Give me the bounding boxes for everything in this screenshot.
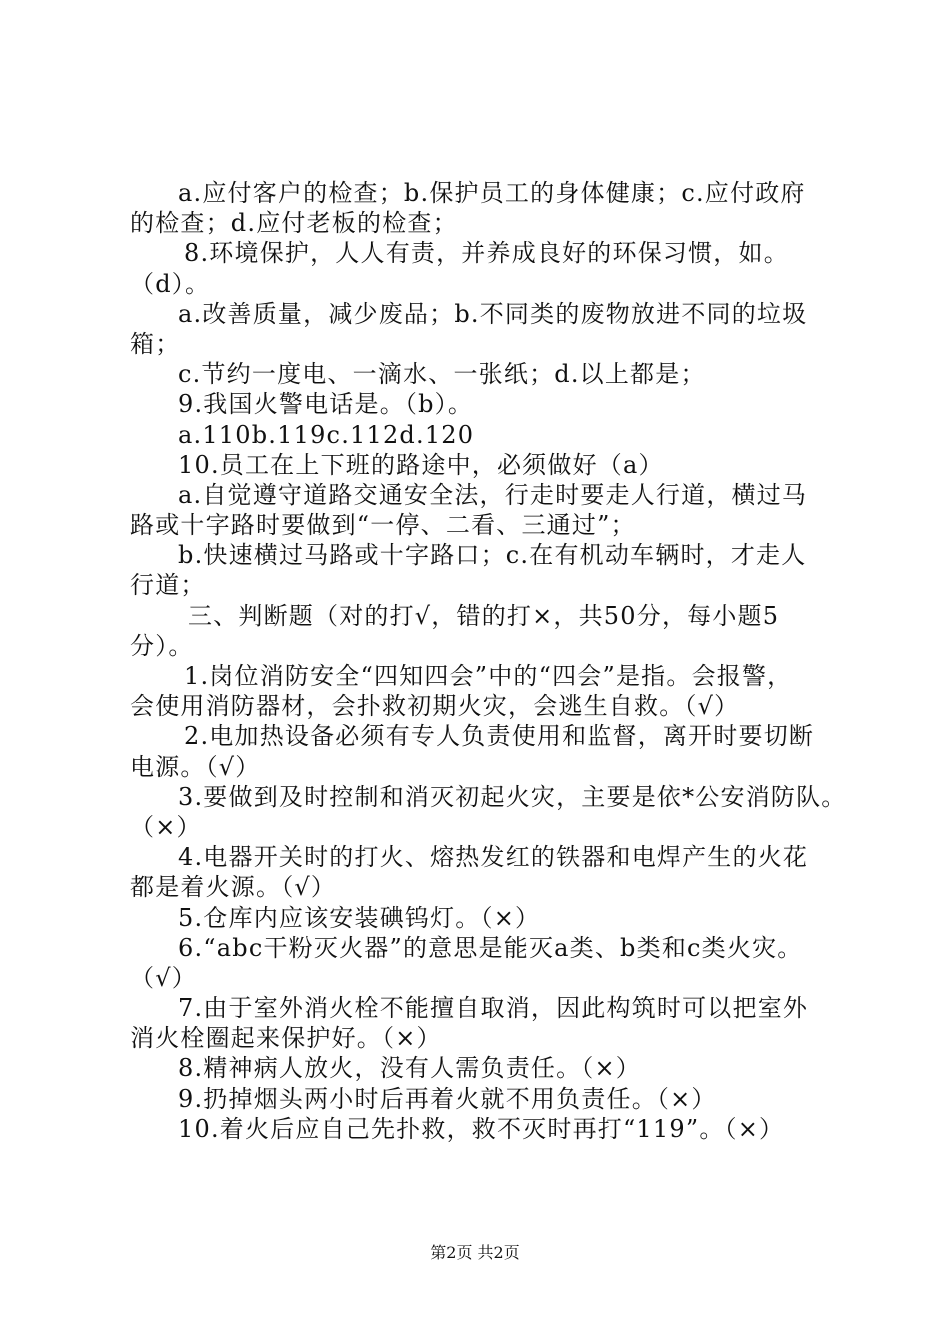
text-line: a.自觉遵守道路交通安全法，行走时要走人行道，横过马: [178, 480, 808, 509]
text-line: 2.电加热设备必须有专人负责使用和监督，离开时要切断: [184, 722, 815, 751]
text-line: 会使用消防器材，会扑救初期火灾，会逃生自救。（√）: [130, 692, 740, 721]
text-line: 都是着火源。（√）: [130, 873, 337, 902]
text-line: 3.要做到及时控制和消灭初起火灾，主要是依*公安消防队。: [178, 782, 847, 811]
text-line: 电源。（√）: [130, 752, 261, 781]
text-line: 8.精神病人放火，没有人需负责任。（×）: [178, 1054, 642, 1083]
text-line: 1.岗位消防安全“四知四会”中的“四会”是指。会报警，: [184, 662, 793, 690]
text-line: 8.环境保护，人人有责，并养成良好的环保习惯，如。: [184, 239, 789, 268]
text-line: 7.由于室外消火栓不能擅自取消，因此构筑时可以把室外: [178, 994, 809, 1023]
text-line: 消火栓圈起来保护好。（×）: [130, 1024, 442, 1053]
document-body: [130, 178, 852, 1144]
section-heading: 三、判断题（对的打√，错的打×，共50分，每小题5: [188, 601, 780, 630]
text-line: a.改善质量，减少废品；b.不同类的废物放进不同的垃圾: [178, 299, 808, 328]
text-line: 9.扔掉烟头两小时后再着火就不用负责任。（×）: [178, 1084, 717, 1113]
text-line: （d）。: [130, 269, 211, 298]
text-line: 4.电器开关时的打火、熔热发红的铁器和电焊产生的火花: [178, 843, 809, 872]
text-line: 6.“abc干粉灭火器”的意思是能灭a类、b类和c类火灾。: [178, 933, 803, 962]
text-line: 10.员工在上下班的路途中，必须做好（a）: [178, 450, 664, 479]
text-line: 5.仓库内应该安装碘钨灯。（×）: [178, 903, 541, 932]
text-line: （×）: [130, 812, 202, 841]
text-line: 行道；: [130, 571, 206, 600]
text-line: a.110b.119c.112d.120: [178, 420, 475, 449]
text-line: 箱；: [130, 329, 181, 358]
text-line: 9.我国火警电话是。（b）。: [178, 390, 474, 419]
text-line: a.应付客户的检查；b.保护员工的身体健康；c.应付政府: [178, 179, 806, 207]
text-line: 的检查；d.应付老板的检查；: [130, 209, 458, 238]
text-line: 分）。: [130, 631, 194, 660]
page-number: 第2页 共2页: [430, 1243, 520, 1262]
text-line: （√）: [130, 963, 197, 992]
text-line: c.节约一度电、一滴水、一张纸；d.以上都是；: [178, 360, 706, 389]
text-line: 路或十字路时要做到“一停、二看、三通过”；: [130, 511, 636, 540]
text-line: 10.着火后应自己先扑救，救不灭时再打“119”。（×）: [178, 1114, 785, 1143]
text-line: b.快速横过马路或十字路口；c.在有机动车辆时，才走人: [178, 541, 807, 570]
